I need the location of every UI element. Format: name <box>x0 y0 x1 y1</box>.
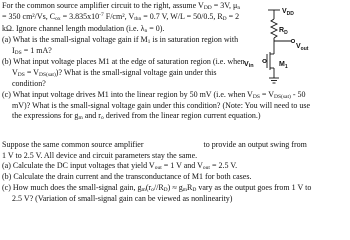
text: R <box>187 182 193 192</box>
sub: DS <box>252 93 260 100</box>
vout-node <box>291 39 294 42</box>
sub: m <box>182 186 187 193</box>
part-c-line-2: mV)? What is the small-signal voltage gain under this condition? (Note: You will need to use <box>12 100 311 110</box>
sub: DS <box>17 71 25 78</box>
text: the expressions for g <box>12 111 79 121</box>
sub: DD <box>203 5 212 11</box>
text: V <box>244 61 249 68</box>
text: = 1 V and V <box>161 161 203 171</box>
intro-line-3 <box>2 24 264 35</box>
text: I <box>12 46 15 55</box>
sub: o <box>100 115 104 122</box>
vin-label <box>244 60 254 70</box>
part-a-line-2 <box>2 46 264 57</box>
p2-part-a <box>2 161 346 172</box>
sub: out <box>202 165 210 172</box>
text: )? What is the small-signal voltage gain under this <box>55 67 217 77</box>
rd-label: R <box>279 27 285 34</box>
sub: D <box>192 186 197 193</box>
sub: m <box>141 186 146 193</box>
text: = 0.7 V, W/L = 50/0.5, R <box>141 12 223 22</box>
text: = 3.835x10 <box>60 12 100 22</box>
p2-part-c-line-1 <box>2 183 346 194</box>
text: = V <box>259 89 275 99</box>
sub: DS(sat) <box>274 93 291 100</box>
p2-line-2: 1 V to 2.5 V. All device and circuit parameters stay the same. <box>2 150 198 160</box>
vdd-sub: DD <box>286 11 294 17</box>
svg-text:RD <box>279 27 288 36</box>
text: V <box>12 67 18 77</box>
text: = 2.5 V. <box>209 161 238 171</box>
common-source-circuit-diagram <box>262 4 350 96</box>
text: (c) What input voltage drives M1 into the linear region by 50 mV (i.e. when V <box>2 89 253 99</box>
intro-line-2 <box>2 12 264 23</box>
sub: D <box>163 186 168 193</box>
sub: n <box>144 27 148 34</box>
svg-text:VDD <box>282 8 294 17</box>
text: F/cm², V <box>103 12 135 22</box>
gate-node <box>263 59 266 62</box>
text: Suppose the same common source amplifier <box>2 140 144 149</box>
svg-text:Vout <box>296 43 309 52</box>
sub: thn <box>134 16 142 23</box>
text: vary as the output goes from 1 V to <box>196 182 312 192</box>
sup: -7 <box>99 12 104 19</box>
m1-label: M <box>279 61 285 68</box>
intro-line-1 <box>2 1 264 12</box>
text: = 350 cm²/Vs, C <box>2 12 56 22</box>
text: = 2 <box>226 12 240 22</box>
part-b-line-2 <box>2 68 264 79</box>
text: (a) What is the small-signal voltage gain if M <box>2 34 148 44</box>
problem-2 <box>2 140 346 205</box>
svg-text:M1 <box>279 61 288 70</box>
text: = V <box>24 67 39 77</box>
part-b-line-1: (b) What input voltage places M1 at the edge of saturation region (i.e. when <box>2 57 245 67</box>
text: = 1 mA? <box>21 46 52 55</box>
text: For the common source amplifier circuit to the right, assume V <box>2 1 204 10</box>
sub: o <box>151 186 154 193</box>
text: derived from the linear region current equation.) <box>103 111 261 121</box>
text: - 50 <box>290 89 306 99</box>
p2-line-1 <box>2 140 346 151</box>
p2-part-c-line-2: 2.5 V? (Variation of small-signal gain can be viewed as nonlinearity) <box>12 194 233 204</box>
sub: DS(sat) <box>38 71 56 78</box>
text: = 3V, μ <box>211 1 238 10</box>
part-c-line-3 <box>2 111 264 122</box>
sub: D <box>222 16 227 23</box>
text: to provide an output swing from <box>203 140 307 149</box>
sub: DS <box>14 50 22 56</box>
vout-sub: out <box>300 46 309 52</box>
sub: out <box>154 165 162 172</box>
text: kΩ. Ignore channel length modulation (i.e. λ <box>2 23 145 33</box>
vdd-label: V <box>282 8 287 15</box>
sub: in <box>248 63 254 69</box>
part-c-line-1 <box>2 89 306 101</box>
text: (r <box>145 182 152 192</box>
sub: 1 <box>147 38 151 45</box>
sub: m <box>78 115 83 122</box>
text: (a) Calculate the DC input voltages that yield V <box>2 161 155 171</box>
text: is in saturation region with <box>150 34 239 44</box>
sub: n <box>237 5 241 11</box>
text: = 0). <box>147 23 165 33</box>
text: and r <box>82 111 101 121</box>
text: //R <box>153 182 164 192</box>
m1-sub: 1 <box>284 64 288 70</box>
p2-part-b: (b) Calculate the drain current and the transconductance of M1 for both cases. <box>2 172 252 182</box>
sub: ox <box>55 16 61 23</box>
text: ) ≈ g <box>167 182 183 192</box>
rd-sub: D <box>284 30 288 36</box>
rd-resistor <box>271 19 277 38</box>
part-b-line-3: condition? <box>12 79 46 89</box>
vout-label: V <box>296 43 301 50</box>
part-a-line-1 <box>2 35 264 46</box>
text: (c) How much does the small-signal gain, g <box>2 182 142 192</box>
